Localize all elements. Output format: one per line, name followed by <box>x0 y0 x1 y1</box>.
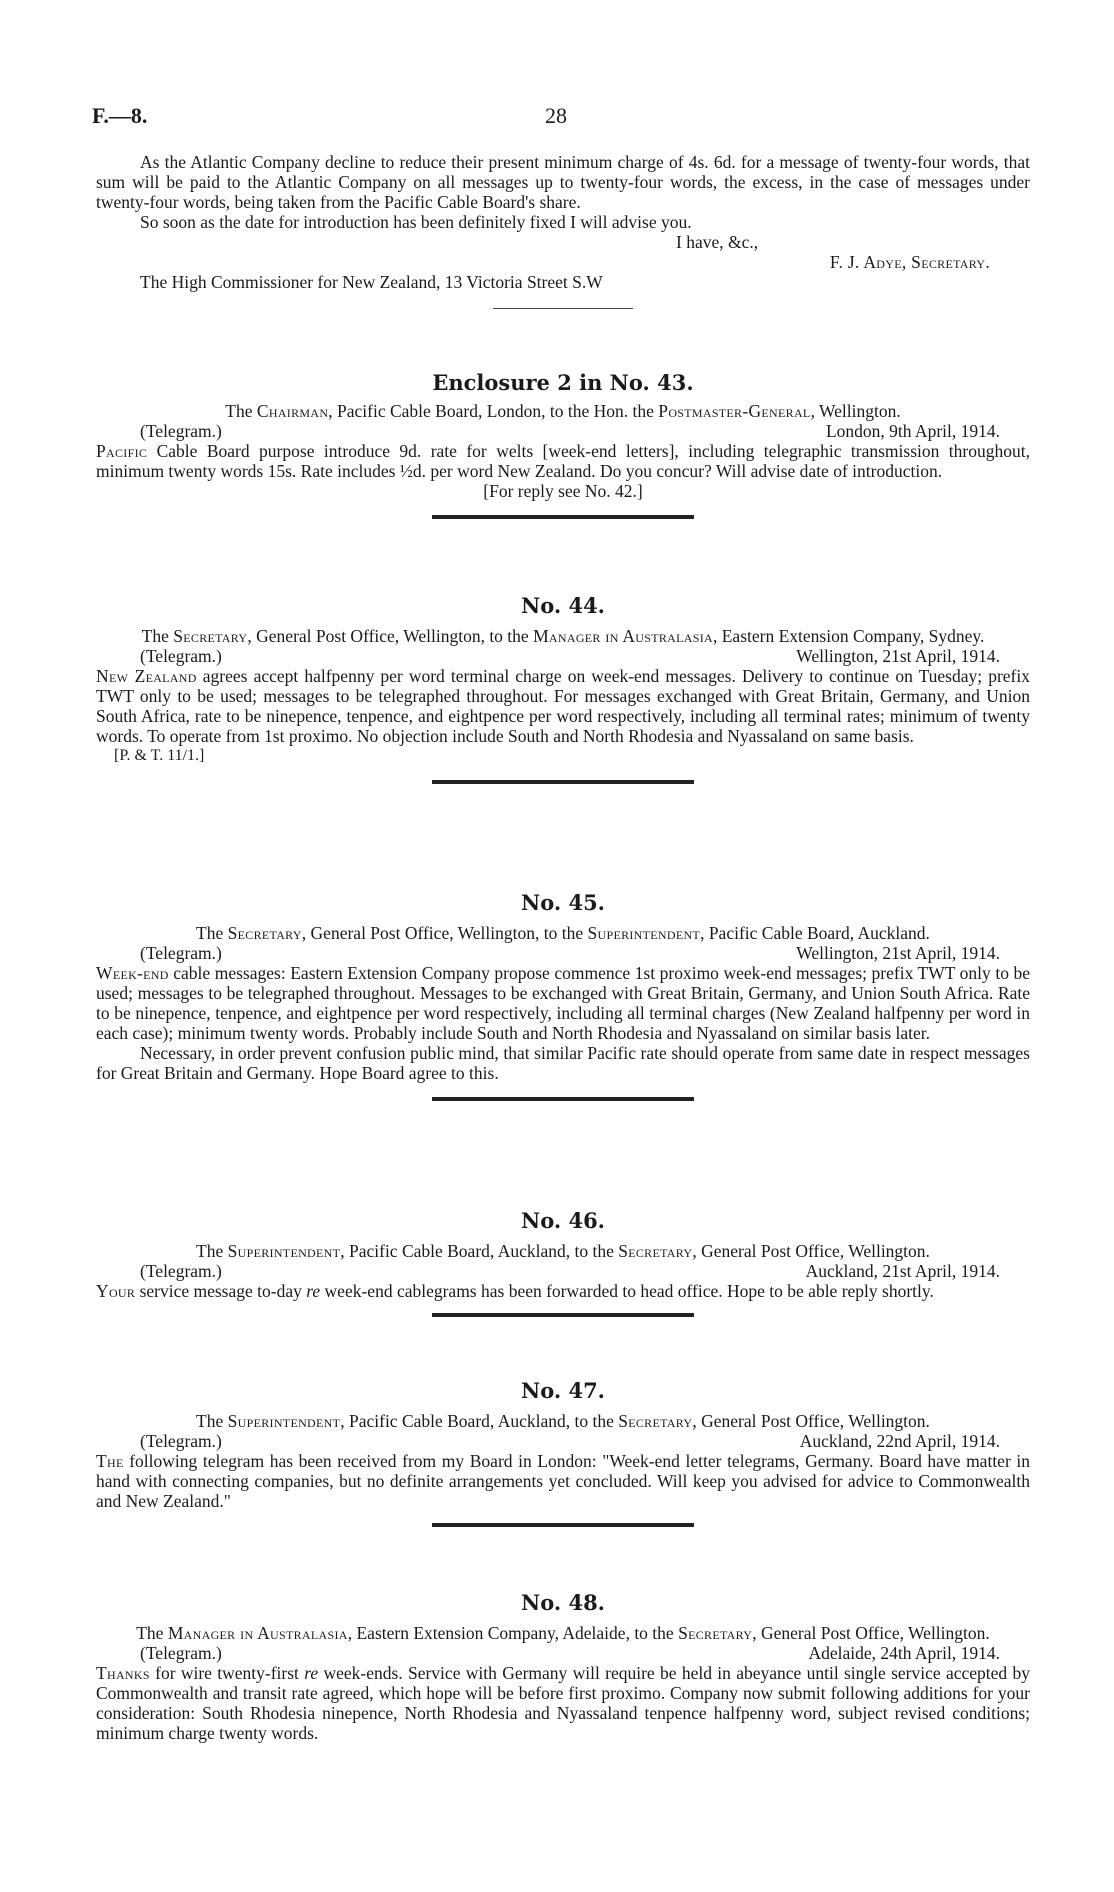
separator-rule <box>493 308 633 309</box>
document-reference: F.—8. <box>92 103 148 128</box>
telegram-meta <box>96 1261 1030 1281</box>
telegram-body: Your service message to-day re week-end cablegrams has been forwarded to head office. Hope to be able reply shortly. <box>96 1281 934 1301</box>
enclosure-section <box>96 370 1030 519</box>
section-heading: Enclosure 2 in No. 43. <box>432 370 694 395</box>
place-date: Wellington, 21st April, 1914. <box>796 943 1000 963</box>
telegram-meta <box>96 1431 1030 1451</box>
telegram-meta <box>96 646 1030 666</box>
telegram-label: (Telegram.) <box>140 1431 222 1451</box>
reply-note: [For reply see No. 42.] <box>483 481 643 501</box>
closing-line: I have, &c., <box>676 232 759 252</box>
intro-paragraph-1: As the Atlantic Company decline to reduce their present minimum charge of 4s. 6d. for a message of twenty-four words, that sum will be paid to the Atlantic Company on all messages up to twenty-four words, the excess, in the case of messages under twenty-four words, being taken from the Pacific Cable Board's share. <box>96 152 1030 212</box>
place-date: Auckland, 21st April, 1914. <box>805 1261 1000 1281</box>
section-no-46 <box>96 1208 1030 1317</box>
page-number: 28 <box>545 103 567 128</box>
section-no-44 <box>96 593 1030 784</box>
intro-section <box>96 152 1030 309</box>
telegram-body-continued: Necessary, in order prevent confusion public mind, that similar Pacific rate should operate from same date in respect messages for Great Britain and Germany. Hope Board agree to this. <box>96 1043 1030 1083</box>
telegram-body: The following telegram has been received from my Board in London: "Week-end letter telegrams, Germany. Board have matter in hand with connecting companies, but no definite arrangements yet concluded. Will keep you advised for advice to Commonwealth and New Zealand." <box>96 1451 1030 1511</box>
section-heading: No. 48. <box>521 1590 605 1615</box>
section-header-line: The Chairman, Pacific Cable Board, London, to the Hon. the Postmaster-General, Wellington. <box>225 401 901 421</box>
telegram-body: Thanks for wire twenty-first re week-ends. Service with Germany will require be held in abeyance until single service accepted by Commonwealth and transit rate agreed, which hope will be before first proximo. Company now submit following additions for your consideration: South Rhodesia ninepence, North Rhodesia and Nyassaland tenpence halfpenny word, subject revised conditions; minimum charge twenty words. <box>96 1663 1030 1743</box>
telegram-label: (Telegram.) <box>140 646 222 666</box>
addressee-line: The High Commissioner for New Zealand, 13 Victoria Street S.W <box>140 272 603 292</box>
section-heading: No. 47. <box>521 1378 605 1403</box>
section-header-line: The Secretary, General Post Office, Wellington, to the Manager in Australasia, Eastern Extension Company, Sydney. <box>141 626 985 646</box>
section-header-line: The Superintendent, Pacific Cable Board, Auckland, to the Secretary, General Post Office, Wellington. <box>196 1241 930 1261</box>
place-date: Adelaide, 24th April, 1914. <box>808 1643 1000 1663</box>
section-header-line: The Manager in Australasia, Eastern Extension Company, Adelaide, to the Secretary, General Post Office, Wellington. <box>136 1623 990 1643</box>
telegram-label: (Telegram.) <box>140 1261 222 1281</box>
telegram-label: (Telegram.) <box>140 943 222 963</box>
section-header-line: The Secretary, General Post Office, Wellington, to the Superintendent, Pacific Cable Board, Auckland. <box>196 923 930 943</box>
telegram-meta <box>96 421 1030 441</box>
separator-rule <box>432 515 694 519</box>
section-no-47 <box>96 1378 1030 1527</box>
intro-paragraph-2: So soon as the date for introduction has been definitely fixed I will advise you. <box>140 212 692 232</box>
telegram-body: Pacific Cable Board purpose introduce 9d. rate for welts [week-end letters], including telegraphic transmission throughout, minimum twenty words 15s. Rate includes ½d. per word New Zealand. Do you concur? Will advise date of introduction. <box>96 441 1030 481</box>
section-heading: No. 46. <box>521 1208 605 1233</box>
section-no-48 <box>96 1590 1030 1743</box>
telegram-meta <box>96 1643 1030 1663</box>
section-no-45 <box>96 890 1030 1101</box>
telegram-label: (Telegram.) <box>140 421 222 441</box>
signature: F. J. Adye, Secretary. <box>829 252 990 272</box>
separator-rule <box>432 1523 694 1527</box>
separator-rule <box>432 780 694 784</box>
telegram-meta <box>96 943 1030 963</box>
place-date: Auckland, 22nd April, 1914. <box>799 1431 1000 1451</box>
telegram-body: New Zealand agrees accept halfpenny per word terminal charge on week-end messages. Delivery to continue on Tuesday; prefix TWT only to be used; messages to be telegraphed throughout. For messages exchanged with Great Britain, Germany, and Union South Africa, rate to be ninepence, tenpence, and eightpence per word respectively, including all terminal rates; minimum of twenty words. To operate from 1st proximo. No objection include South and North Rhodesia and Nyassaland on same basis. <box>96 666 1030 746</box>
file-reference: [P. & T. 11/1.] <box>114 747 205 764</box>
telegram-body: Week-end cable messages: Eastern Extension Company propose commence 1st proximo week-end messages; prefix TWT only to be used; messages to be telegraphed throughout. Messages to be exchanged with Great Britain, Germany, and Union South Africa. Rate to be ninepence, tenpence, and eightpence per word respectively, including all terminal charges (New Zealand halfpenny per word in each case); minimum twenty words. Probably include South and North Rhodesia and Nyassaland on similar basis later. <box>96 963 1030 1043</box>
place-date: Wellington, 21st April, 1914. <box>796 646 1000 666</box>
section-heading: No. 45. <box>521 890 605 915</box>
separator-rule <box>432 1097 694 1101</box>
telegram-label: (Telegram.) <box>140 1643 222 1663</box>
separator-rule <box>432 1313 694 1317</box>
place-date: London, 9th April, 1914. <box>825 421 1000 441</box>
section-heading: No. 44. <box>521 593 605 618</box>
section-header-line: The Superintendent, Pacific Cable Board, Auckland, to the Secretary, General Post Office, Wellington. <box>196 1411 930 1431</box>
